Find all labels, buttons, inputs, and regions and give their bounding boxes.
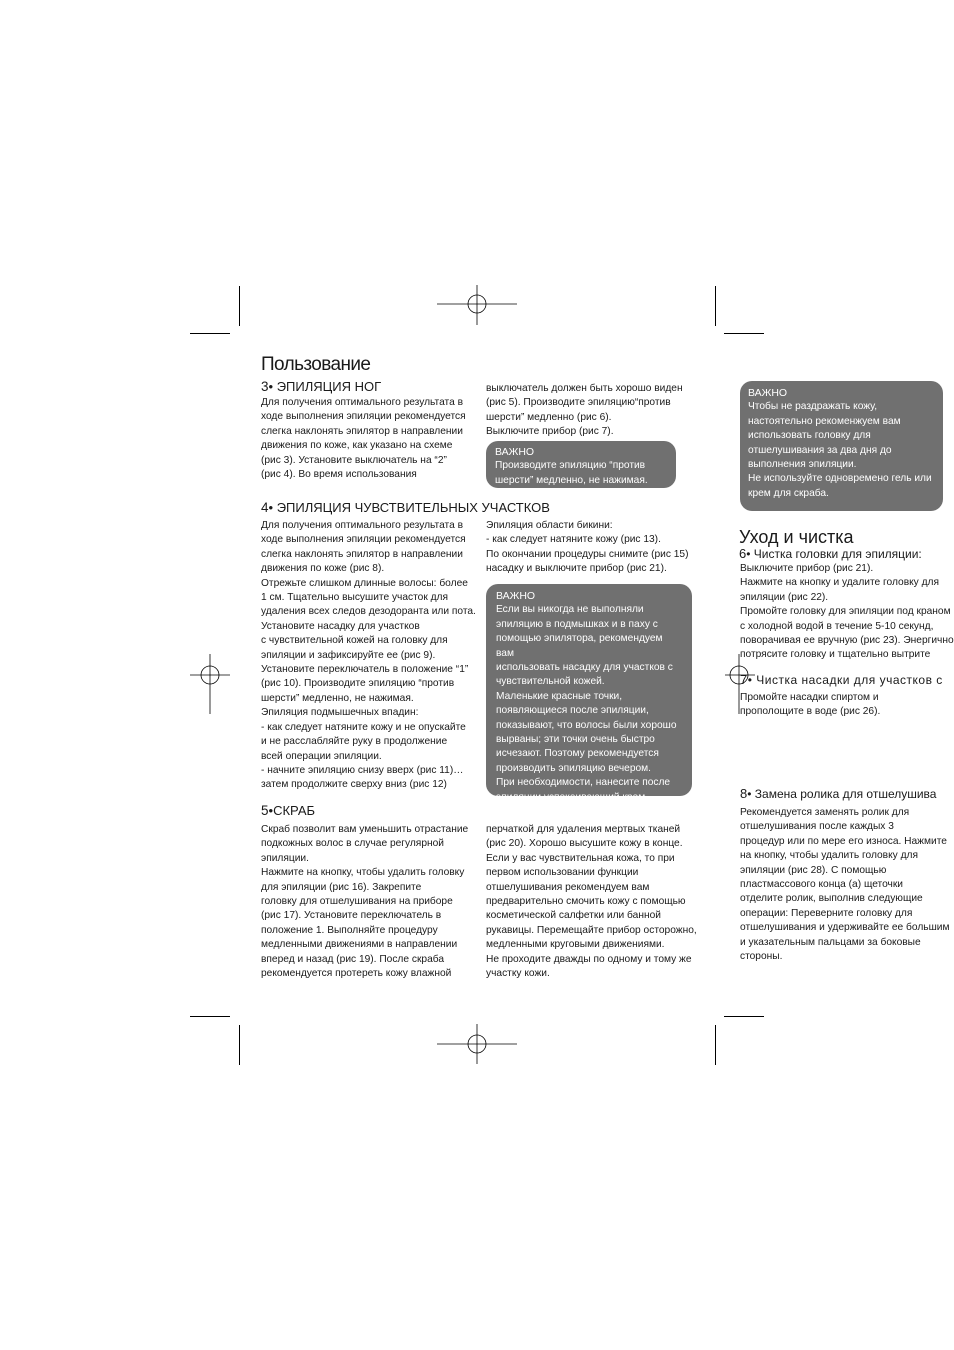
section-7-heading: 7• Чистка насадки для участков с (740, 672, 943, 687)
important-box-sensitive (486, 584, 692, 803)
text-line: ходе выполнения эпиляции рекомендуется (261, 411, 466, 423)
text-line: пластмассового конца (a) щеточки (740, 879, 903, 891)
important-line: появляющиеся после эпиляции, (496, 705, 649, 717)
important-line: Чтобы не раздражать кожу, (748, 401, 878, 413)
text-line: вперед и назад (рис 19). После скраба (261, 953, 445, 965)
section-5-text-col2 (486, 823, 701, 981)
text-line: движения по коже (рис 8). (261, 563, 385, 575)
text-line: медленными круговыми движениями. (486, 939, 665, 951)
text-line: первом использовании функции (486, 867, 639, 879)
section-7-text (740, 691, 954, 720)
text-line: головку для отшелушивания на приборе (261, 896, 453, 908)
text-line: Установите насадку для участков (261, 620, 420, 632)
text-line: эпиляции. (261, 852, 309, 864)
text-line: - как следует натяните кожу (рис 13). (486, 534, 661, 546)
text-line: движения по коже, как указано на схеме (261, 440, 453, 452)
section-7-title: Чистка насадки для участков с (756, 673, 943, 687)
important-line: выполнения эпиляции. (748, 459, 857, 471)
section-3-number: 3 (261, 379, 269, 394)
text-line: перчаткой для удаления мертвых тканей (486, 824, 681, 835)
text-line: ходе выполнения эпиляции рекомендуется (261, 534, 466, 546)
text-line: Эпиляция подмышечных впадин: (261, 707, 419, 719)
text-line: насадку и выключите прибор (рис 21). (486, 563, 667, 575)
important-line: Производите эпиляцию “против (495, 460, 646, 472)
section-7-number: 7 (740, 672, 748, 687)
text-line: шерсти” медленно (рис 6). (486, 411, 612, 423)
text-line: прополощите в воде (рис 26). (740, 706, 881, 718)
section-8-title: Замена ролика для отшелушива (754, 787, 937, 801)
important-line: исчезают. Поэтому рекомендуется (496, 748, 659, 760)
text-line: Выключите прибор (рис 7). (486, 426, 614, 438)
text-line: отшелушивания и удерживайте ее большим (740, 922, 950, 934)
text-line: шерсти” медленно, не нажимая. (261, 692, 414, 704)
important-box-legs (486, 441, 676, 488)
text-line: поворачивая ее вручную (рис 23). Энергично (740, 635, 954, 647)
text-line: стороны. (740, 951, 783, 963)
text-line: удаления всех следов дезодоранта или пота. (261, 606, 476, 618)
section-6-title: Чистка головки для эпиляции: (753, 547, 922, 561)
care-title: Уход и чистка (739, 527, 854, 547)
text-line: Промойте насадки спиртом и (740, 692, 879, 703)
section-6-number: 6 (739, 546, 747, 561)
text-line: Нажмите на кнопку и удалите головку для (740, 577, 940, 589)
text-line: с холодной водой в течение 5-10 секунд, (740, 620, 934, 632)
registration-target-bottom (437, 1024, 517, 1064)
important-box-scrub (740, 381, 943, 511)
text-line: положение 1. Выполняйте процедуру (261, 924, 438, 936)
text-line: Установите переключатель в положение “1” (261, 664, 469, 676)
section-4-text-col1 (261, 519, 476, 793)
section-8-number: 8 (740, 786, 748, 801)
section-5-text-col1 (261, 823, 476, 981)
important-line: помощью эпилятора, рекомендуем вам (496, 633, 663, 659)
text-line: Отрежьте слишком длинные волосы: более (261, 577, 468, 589)
text-line: - начните эпиляцию снизу вверх (рис 11)… (261, 764, 464, 776)
text-line: (рис 17). Установите переключатель в (261, 910, 442, 922)
important-line: чувствительной кожей. (496, 676, 605, 688)
section-3-title: ЭПИЛЯЦИЯ НОГ (276, 379, 382, 394)
text-line: процедур или по мере его износа. Нажмите (740, 835, 947, 847)
important-line: настоятельно рекоменжуем вам (748, 415, 901, 427)
important-line: отшелушивания за два дня до (748, 444, 892, 456)
important-line: эпиляцию в подмышках и в паху с (496, 618, 658, 630)
text-line: отшелушивания рекомендуем вам (486, 881, 650, 893)
text-line: и не расслабляйте руку в продолжение (261, 736, 448, 748)
text-line: операции: Переверните головку для (740, 907, 913, 919)
text-line: предварительно смочить кожу с помощью (486, 896, 686, 908)
text-line: эпиляции и зафиксируйте ее (рис 9). (261, 649, 436, 661)
section-6-heading: 6• Чистка головки для эпиляции: (739, 546, 922, 561)
important-title: ВАЖНО (495, 446, 535, 458)
section-3-text-col1 (261, 396, 476, 482)
text-line: рукавицы. Перемещайте прибор осторожно, (486, 924, 697, 936)
text-line: слегка наклонять эпилятор в направлении (261, 548, 463, 560)
text-line: выключатель должен быть хорошо виден (486, 383, 683, 394)
text-line: Выключите прибор (рис 21). (740, 563, 874, 574)
text-line: По окончании процедуры снимите (рис 15) (486, 548, 689, 560)
text-line: Скраб позволит вам уменьшить отрастание (261, 824, 469, 835)
text-line: Нажмите на кнопку, чтобы удалить головку (261, 867, 465, 879)
page-title: Пользование (261, 354, 371, 375)
important-line: Не используйте одновремено гель или (748, 473, 932, 485)
important-line: производить эпиляцию вечером. (496, 762, 652, 774)
text-line: всей операции эпиляции. (261, 750, 382, 762)
text-line: для эпиляции (рис 16). Закрепите (261, 881, 422, 893)
text-line: 1 см. Тщательно высушите участок для (261, 592, 449, 604)
text-line: участку кожи. (486, 968, 550, 980)
text-line: (рис 20). Хорошо высушите кожу в конце. (486, 838, 683, 850)
important-line: шерсти” медленно, не нажимая. (495, 474, 648, 486)
section-4-number: 4 (261, 500, 269, 515)
text-line: Для получения оптимального результата в (261, 520, 464, 531)
text-line: Рекомендуется заменять ролик для (740, 807, 910, 818)
text-line: (рис 3). Установите выключатель на “2” (261, 454, 447, 466)
text-line: потрясите головку и тщательно вытрите (740, 649, 931, 661)
important-line: вырваны; эти точки очень быстро (496, 734, 655, 746)
important-line: При необходимости, нанесите после (496, 777, 671, 789)
section-3-heading: 3• ЭПИЛЯЦИЯ НОГ (261, 379, 382, 394)
text-line: затем продолжите сверху вниз (рис 12) (261, 779, 447, 791)
registration-target-left (190, 654, 230, 714)
text-line: отделите ролик, выполнив следующие (740, 893, 923, 905)
important-title: ВАЖНО (748, 387, 788, 399)
section-3-text-col2 (486, 382, 701, 440)
section-6-text (740, 562, 954, 663)
text-line: косметической салфетки или банной (486, 910, 661, 922)
text-line: Для получения оптимального результата в (261, 397, 464, 408)
text-line: медленными движениями в направлении (261, 939, 458, 951)
text-line: Эпиляция области бикини: (486, 520, 613, 531)
important-line: Маленькие красные точки, (496, 690, 623, 702)
important-title: ВАЖНО (496, 590, 536, 602)
text-line: Промойте головку для эпиляции под краном (740, 606, 951, 618)
section-8-heading: 8• Замена ролика для отшелушива (740, 786, 937, 801)
text-line: (рис 4). Во время использования (261, 469, 417, 481)
text-line: Если у вас чувствительная кожа, то при (486, 852, 675, 864)
text-line: эпиляции (рис 22). (740, 591, 829, 603)
text-line: и указательным пальцами за боковые (740, 936, 921, 948)
important-line: эпиляции успокаивающий крем. (496, 791, 649, 803)
important-line: использовать насадку для участков с (496, 662, 673, 674)
section-5-number: 5 (261, 803, 269, 818)
text-line: (рис 5). Производите эпиляцию“против (486, 397, 671, 409)
important-line: использовать головку для (748, 430, 871, 442)
text-line: рекомендуется протереть кожу влажной (261, 968, 452, 980)
section-4-heading: 4• ЭПИЛЯЦИЯ ЧУВСТВИТЕЛЬНЫХ УЧАСТКОВ (261, 500, 550, 515)
section-5-title: СКРАБ (273, 803, 316, 818)
text-line: с чувствительной кожей на головку для (261, 635, 448, 647)
text-line: эпиляции (рис 28). С помощью (740, 864, 887, 876)
text-line: на кнопку, чтобы удалить головку для (740, 850, 918, 862)
section-5-heading: 5•СКРАБ (261, 803, 316, 818)
section-4-title: ЭПИЛЯЦИЯ ЧУВСТВИТЕЛЬНЫХ УЧАСТКОВ (276, 500, 550, 515)
text-line: - как следует натяните кожу и не опускайте (261, 721, 466, 733)
important-line: крем для скраба. (748, 487, 829, 499)
text-line: отшелушивания после каждых 3 (740, 821, 894, 833)
text-line: Не проходите дважды по одному и тому же (486, 953, 692, 965)
text-line: (рис 10). Производите эпиляцию “против (261, 678, 455, 690)
text-line: подкожных волос в случае регулярной (261, 838, 444, 850)
section-8-text (740, 806, 954, 964)
important-line: показывают, что волосы были хорошо (496, 719, 677, 731)
registration-target-top (437, 285, 517, 325)
important-line: Если вы никогда не выполняли (496, 604, 644, 616)
section-4-text-col2 (486, 519, 701, 577)
text-line: слегка наклонять эпилятор в направлении (261, 425, 463, 437)
